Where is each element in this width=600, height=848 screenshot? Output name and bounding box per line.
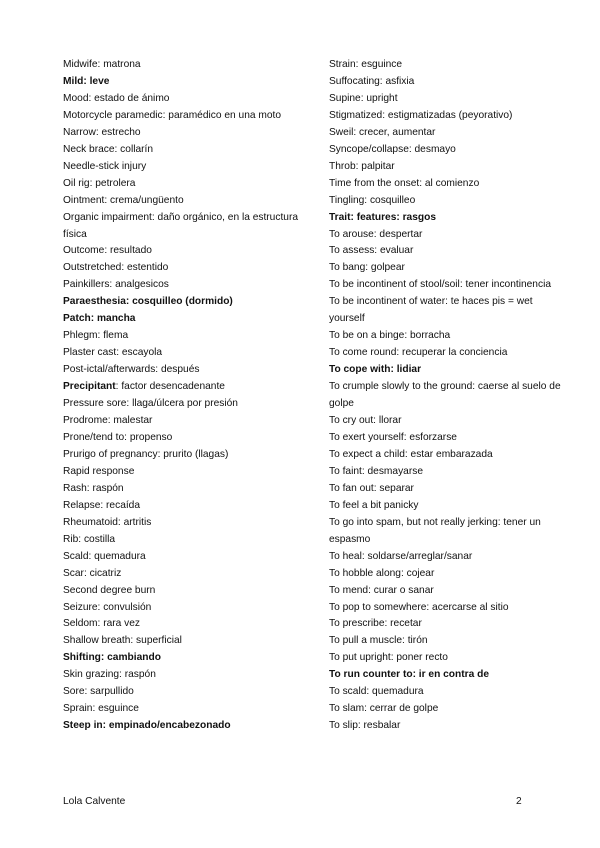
glossary-entry: Strain: esguince [329,59,403,70]
glossary-entry: Trait: features: rasgos [329,211,437,223]
glossary-entry: To come round: recuperar la conciencia [329,347,508,359]
glossary-entry: To expect a child: estar embarazada [329,448,493,460]
left-glossary-column [63,57,303,735]
glossary-entry: Shifting: cambiando [63,652,161,664]
glossary-entry: Time from the onset: al comienzo [329,177,480,189]
glossary-entry: To exert yourself: esforzarse [329,431,457,443]
glossary-entry: To feel a bit panicky [329,499,419,511]
glossary-entry: To mend: curar o sanar [329,584,434,596]
glossary-entry: Phlegm: flema [63,330,129,342]
footer-author: Lola Calvente [63,796,126,807]
glossary-entry: To be incontinent of water: te haces pis = wet yourself [329,296,533,325]
glossary-entry: Narrow: estrecho [63,126,141,138]
glossary-entry: Skin grazing: raspón [63,669,156,681]
glossary-entry: Rheumatoid: artritis [63,516,152,528]
glossary-entry: Throb: palpitar [329,160,395,172]
glossary-entry: Rib: costilla [63,533,116,545]
glossary-entry: To hobble along: cojear [329,567,435,579]
glossary-entry: Prone/tend to: propenso [63,431,173,443]
glossary-entry: Steep in: empinado/encabezonado [63,720,231,732]
glossary-entry: Outstretched: estentido [63,262,169,274]
glossary-entry: Pressure sore: llaga/úlcera por presión [63,398,238,410]
glossary-entry: Organic impairment: daño orgánico, en la estructura física [63,211,298,240]
glossary-entry: To assess: evaluar [329,245,414,257]
glossary-entry: To go into spam, but not really jerking: tener un espasmo [329,516,541,545]
glossary-entry: Plaster cast: escayola [63,347,163,359]
glossary-entry: Oil rig: petrolera [63,177,136,189]
glossary-entry: Supine: upright [329,92,398,104]
glossary-entry: Second degree burn [63,584,156,596]
glossary-entry: Neck brace: collarín [63,143,154,155]
glossary-entry: Midwife: matrona [63,59,141,70]
glossary-entry: Paraesthesia: cosquilleo (dormido) [63,296,233,308]
glossary-entry: Rapid response [63,465,135,477]
glossary-entry: To run counter to: ir en contra de [329,669,489,681]
glossary-entry: To be incontinent of stool/soil: tener incontinencia [329,279,551,291]
glossary-entry: Mild: leve [63,75,110,87]
glossary-entry: To scald: quemadura [329,686,424,698]
glossary-entry: Ointment: crema/ungüento [63,194,184,206]
glossary-entry: To slam: cerrar de golpe [329,703,439,715]
glossary-entry: Seizure: convulsión [63,601,152,613]
glossary-entry: Motorcycle paramedic: paramédico en una moto [63,109,282,121]
glossary-entry: Outcome: resultado [63,245,152,257]
glossary-entry: To fan out: separar [329,482,414,494]
glossary-entry: To pop to somewhere: acercarse al sitio [329,601,509,613]
glossary-entry: Sweil: crecer, aumentar [329,126,436,138]
glossary-entry: Patch: mancha [63,313,136,325]
glossary-entry: Tingling: cosquilleo [329,194,416,206]
glossary-entry: To pull a muscle: tirón [329,635,428,647]
glossary-entry: Stigmatized: estigmatizadas (peyorativo) [329,109,513,121]
glossary-entry: Sprain: esguince [63,703,139,715]
glossary-entry: To crumple slowly to the ground: caerse al suelo de golpe [329,381,561,410]
glossary-entry: To faint: desmayarse [329,465,423,477]
glossary-entry: To slip: resbalar [329,720,401,732]
glossary-entry: Shallow breath: superficial [63,635,182,647]
glossary-entry: To put upright: poner recto [329,652,448,664]
glossary-entry: To arouse: despertar [329,228,423,240]
glossary-entry: To be on a binge: borracha [329,330,451,342]
glossary-entry: Relapse: recaída [63,499,141,511]
glossary-entry: Scald: quemadura [63,550,146,562]
glossary-entry: To cry out: llorar [329,415,402,427]
glossary-entry: To bang: golpear [329,262,405,274]
glossary-entry: To cope with: lidiar [329,364,422,376]
glossary-entry: Prurigo of pregnancy: prurito (llagas) [63,448,229,460]
glossary-entry: Suffocating: asfixia [329,75,415,87]
glossary-entry: Sore: sarpullido [63,686,134,698]
glossary-entry: Scar: cicatriz [63,567,122,579]
right-glossary-column [329,57,569,735]
glossary-entry: Needle-stick injury [63,160,147,172]
page-number: 2 [516,796,522,807]
glossary-entry: Precipitant: factor desencadenante [63,381,225,393]
glossary-entry: To prescribe: recetar [329,618,422,630]
glossary-entry: Painkillers: analgesicos [63,279,169,291]
glossary-entry: Seldom: rara vez [63,618,141,630]
glossary-entry: Rash: raspón [63,482,124,494]
glossary-entry: Prodrome: malestar [63,415,153,427]
glossary-entry: Mood: estado de ánimo [63,92,170,104]
glossary-entry: To heal: soldarse/arreglar/sanar [329,550,473,562]
glossary-entry: Syncope/collapse: desmayo [329,143,456,155]
glossary-entry: Post-ictal/afterwards: después [63,364,200,376]
